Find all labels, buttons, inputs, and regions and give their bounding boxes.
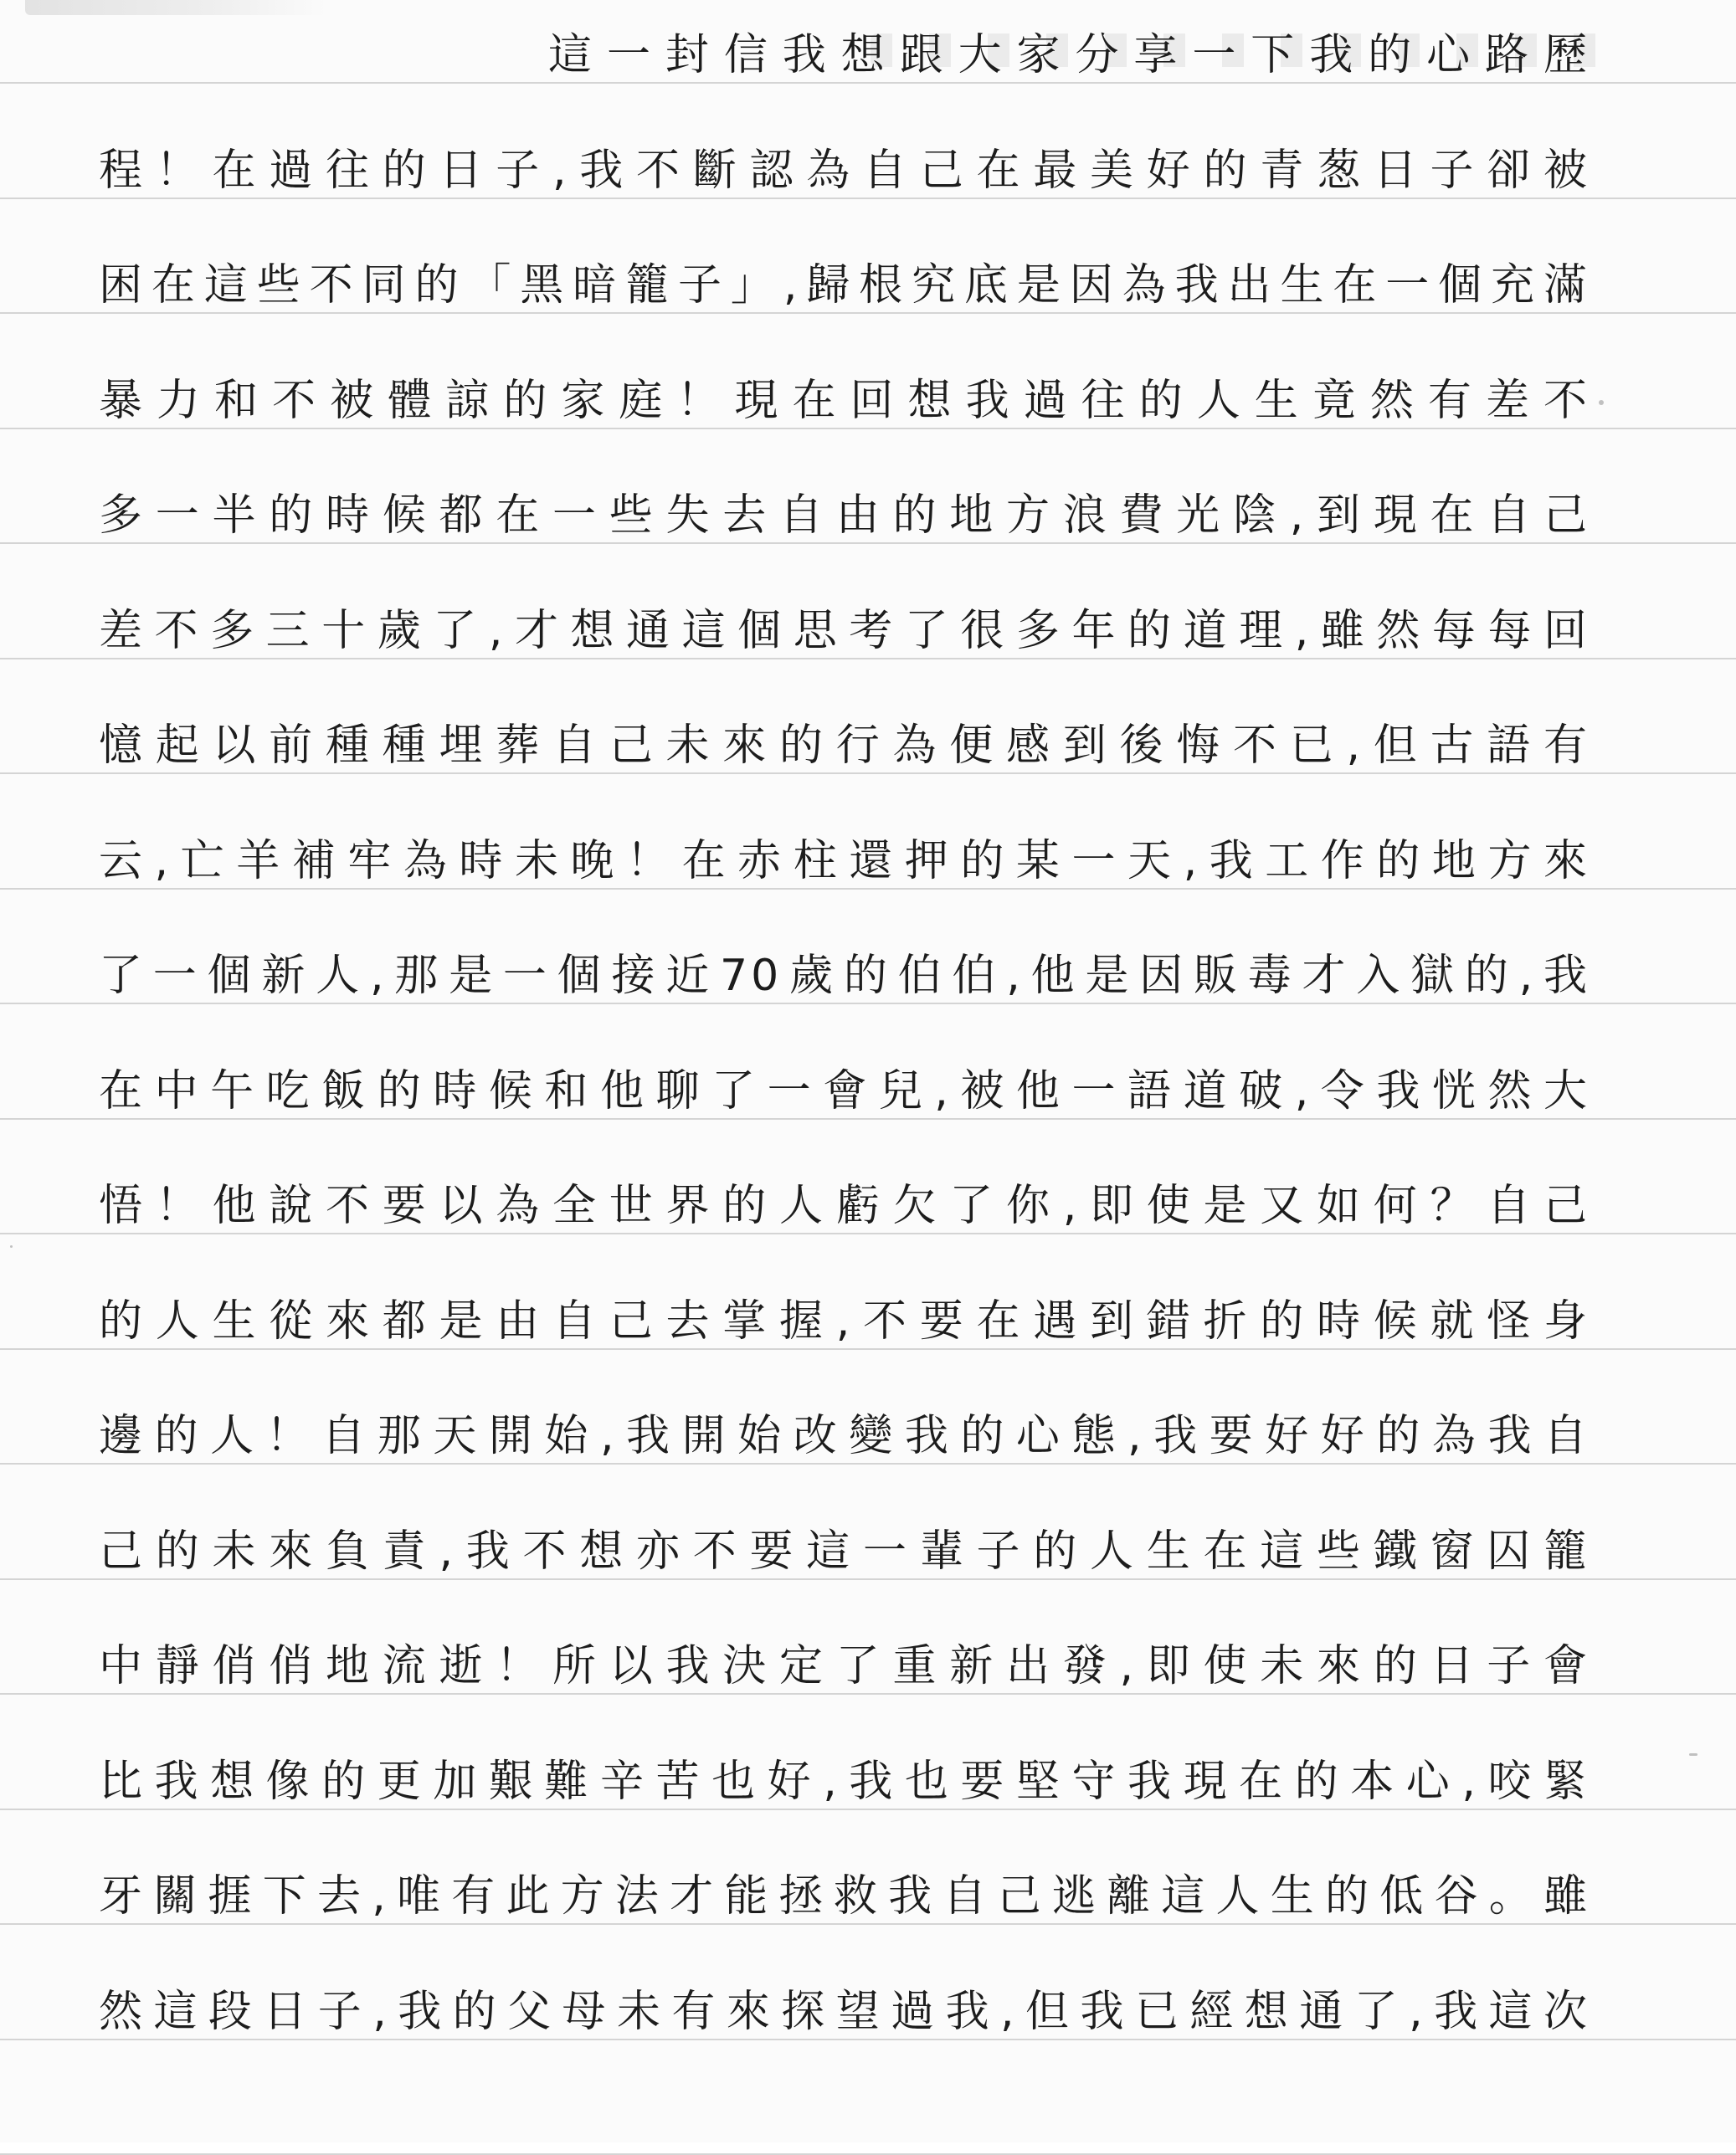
letter-line-text: 暴力和不被體諒的家庭！現在回想我過往的人生竟然有差不 — [99, 376, 1590, 426]
letter-line — [0, 707, 1736, 784]
letter-line — [0, 362, 1736, 439]
letter-line-text: 這一封信我想跟大家分享一下我的心路歷 — [548, 30, 1590, 80]
letter-line — [0, 1398, 1736, 1475]
letter-line-text: 中靜俏俏地流逝！所以我決定了重新出發,即使未來的日子會 — [99, 1641, 1590, 1691]
letter-line-text: 了一個新人,那是一個接近70歲的伯伯,他是因販毒才入獄的,我 — [99, 951, 1590, 1001]
letter-line — [0, 1973, 1736, 2050]
letter-line-text: 程！在過往的日子,我不斷認為自己在最美好的青葱日子卻被 — [99, 146, 1590, 196]
letter-line-text: 差不多三十歲了,才想通這個思考了很多年的道理,雖然每每回 — [99, 606, 1590, 656]
letter-line-text: 悟！他說不要以為全世界的人虧欠了你,即使是又如何？自己 — [99, 1181, 1590, 1231]
letter-line — [0, 1628, 1736, 1705]
letter-line-text: 云,亡羊補牢為時未晚！在赤柱還押的某一天,我工作的地方來 — [99, 836, 1590, 886]
letter-line — [0, 823, 1736, 900]
letter-line — [0, 17, 1736, 94]
letter-line-text: 在中午吃飯的時候和他聊了一會兒,被他一語道破,令我恍然大 — [99, 1066, 1590, 1116]
letter-line — [0, 937, 1736, 1014]
letter-line-text: 然這段日子,我的父母未有來探望過我,但我已經想通了,我這次 — [99, 1987, 1590, 2037]
letter-line — [0, 477, 1736, 554]
letter-line-text: 的人生從來都是由自己去掌握,不要在遇到錯折的時候就怪身 — [99, 1296, 1590, 1347]
letter-line — [0, 1743, 1736, 1820]
letter-line-text: 邊的人！自那天開始,我開始改變我的心態,我要好好的為我自 — [99, 1411, 1590, 1461]
letter-line-text: 困在這些不同的「黑暗籠子」,歸根究底是因為我出生在一個充滿 — [99, 260, 1590, 310]
letter-line — [0, 593, 1736, 670]
header-smudge — [25, 0, 326, 15]
letter-line — [0, 1858, 1736, 1935]
letter-line-text: 牙關捱下去,唯有此方法才能拯救我自己逃離這人生的低谷。雖 — [99, 1871, 1590, 1922]
letter-line — [0, 247, 1736, 324]
letter-line — [0, 1053, 1736, 1130]
letter-line-text: 比我想像的更加艱難辛苦也好,我也要堅守我現在的本心,咬緊 — [99, 1757, 1590, 1807]
letter-line-text: 多一半的時候都在一些失去自由的地方浪費光陰,到現在自己 — [99, 490, 1590, 541]
letter-line — [0, 1167, 1736, 1244]
letter-line — [0, 1283, 1736, 1360]
letter-line — [0, 132, 1736, 209]
letter-line — [0, 1513, 1736, 1590]
letter-line-text: 憶起以前種種埋葬自己未來的行為便感到後悔不已,但古語有 — [99, 721, 1590, 771]
letter-line-text: 己的未來負責,我不想亦不要這一輩子的人生在這些鐵窗囚籠 — [99, 1526, 1590, 1577]
paper-speck — [10, 1245, 13, 1248]
